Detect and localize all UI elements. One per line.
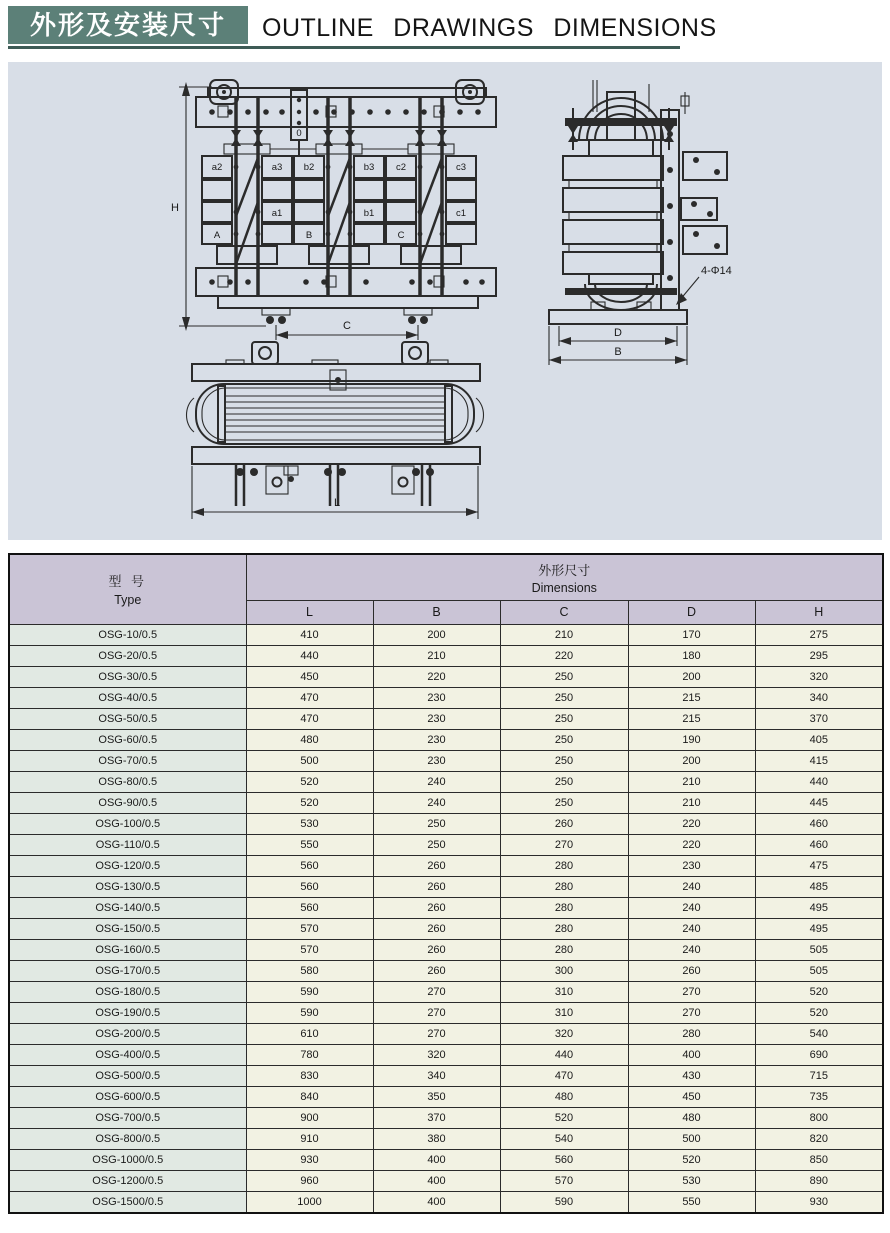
model-cell: OSG-1200/0.5 <box>9 1170 246 1191</box>
table-row <box>9 1086 883 1107</box>
dim-cell-c: 250 <box>500 771 628 792</box>
top-lugs <box>252 342 428 364</box>
table-row <box>9 687 883 708</box>
model-cell: OSG-700/0.5 <box>9 1107 246 1128</box>
model-cell: OSG-170/0.5 <box>9 960 246 981</box>
dim-cell-b: 230 <box>373 750 500 771</box>
dim-cell-d: 200 <box>628 750 755 771</box>
dim-cell-h: 520 <box>755 1002 883 1023</box>
hole-note-label: 4-Φ14 <box>701 265 732 277</box>
table-row <box>9 981 883 1002</box>
dimensions-header-en: Dimensions <box>531 580 597 595</box>
coil-labels <box>212 162 466 241</box>
column-header-b: B <box>373 600 500 624</box>
top-clamp <box>196 97 496 127</box>
phase-label-b: B <box>305 230 313 241</box>
top-rails <box>192 360 480 464</box>
dim-label-h: H <box>171 202 179 214</box>
dim-cell-d: 260 <box>628 960 755 981</box>
dim-cell-b: 340 <box>373 1065 500 1086</box>
dim-cell-h: 690 <box>755 1044 883 1065</box>
model-cell: OSG-60/0.5 <box>9 729 246 750</box>
tap-label-c3: c3 <box>455 162 467 173</box>
dim-cell-h: 890 <box>755 1170 883 1191</box>
dim-cell-d: 240 <box>628 918 755 939</box>
dim-cell-d: 210 <box>628 792 755 813</box>
dim-cell-h: 295 <box>755 645 883 666</box>
dim-cell-h: 485 <box>755 876 883 897</box>
dim-cell-l: 580 <box>246 960 373 981</box>
table-row <box>9 897 883 918</box>
table-row <box>9 1002 883 1023</box>
model-cell: OSG-70/0.5 <box>9 750 246 771</box>
dim-cell-h: 415 <box>755 750 883 771</box>
table-row <box>9 939 883 960</box>
dim-cell-d: 190 <box>628 729 755 750</box>
dim-cell-b: 250 <box>373 834 500 855</box>
page-header <box>8 6 882 50</box>
model-cell: OSG-30/0.5 <box>9 666 246 687</box>
column-header-h: H <box>755 600 883 624</box>
dim-cell-h: 275 <box>755 624 883 645</box>
model-cell: OSG-500/0.5 <box>9 1065 246 1086</box>
dim-cell-b: 370 <box>373 1107 500 1128</box>
dim-cell-c: 590 <box>500 1191 628 1213</box>
dimensions-table <box>8 553 884 1214</box>
dim-cell-l: 520 <box>246 792 373 813</box>
dim-cell-b: 260 <box>373 855 500 876</box>
dim-h <box>171 82 266 331</box>
model-cell: OSG-140/0.5 <box>9 897 246 918</box>
dim-cell-d: 450 <box>628 1086 755 1107</box>
dim-cell-h: 370 <box>755 708 883 729</box>
dim-cell-c: 520 <box>500 1107 628 1128</box>
dim-cell-b: 230 <box>373 708 500 729</box>
title-underline <box>8 46 680 49</box>
table-head <box>9 554 883 624</box>
dim-cell-c: 250 <box>500 708 628 729</box>
dim-cell-c: 440 <box>500 1044 628 1065</box>
dim-cell-b: 240 <box>373 792 500 813</box>
side-base <box>549 310 687 324</box>
table-row <box>9 813 883 834</box>
top-view-drawing <box>180 338 500 523</box>
dim-cell-l: 480 <box>246 729 373 750</box>
dim-cell-b: 270 <box>373 1023 500 1044</box>
table-row <box>9 729 883 750</box>
dim-cell-c: 310 <box>500 1002 628 1023</box>
dim-label-l: L <box>333 497 341 509</box>
dim-cell-h: 820 <box>755 1128 883 1149</box>
dim-cell-h: 440 <box>755 771 883 792</box>
dim-cell-c: 280 <box>500 918 628 939</box>
dim-cell-b: 270 <box>373 981 500 1002</box>
dim-cell-h: 505 <box>755 960 883 981</box>
drawings-panel <box>8 62 882 540</box>
dim-cell-h: 520 <box>755 981 883 1002</box>
dim-cell-b: 260 <box>373 876 500 897</box>
dim-cell-h: 850 <box>755 1149 883 1170</box>
dim-cell-h: 495 <box>755 918 883 939</box>
dim-cell-l: 960 <box>246 1170 373 1191</box>
model-cell: OSG-160/0.5 <box>9 939 246 960</box>
table-row <box>9 876 883 897</box>
dim-cell-b: 400 <box>373 1149 500 1170</box>
dim-cell-d: 480 <box>628 1107 755 1128</box>
dim-cell-b: 240 <box>373 771 500 792</box>
type-header-cn: 型 号 <box>108 574 148 590</box>
tap-label-b3: b3 <box>363 162 375 173</box>
dim-cell-h: 320 <box>755 666 883 687</box>
dim-cell-c: 250 <box>500 666 628 687</box>
tap-label-a3: a3 <box>271 162 283 173</box>
dim-cell-c: 280 <box>500 897 628 918</box>
dim-cell-d: 240 <box>628 897 755 918</box>
tap-label-b1: b1 <box>363 208 375 219</box>
dim-cell-b: 260 <box>373 918 500 939</box>
dim-cell-d: 530 <box>628 1170 755 1191</box>
type-column-header <box>9 554 246 624</box>
dim-cell-d: 230 <box>628 855 755 876</box>
dim-cell-l: 550 <box>246 834 373 855</box>
dim-cell-d: 430 <box>628 1065 755 1086</box>
model-cell: OSG-180/0.5 <box>9 981 246 1002</box>
dim-cell-c: 270 <box>500 834 628 855</box>
dim-cell-c: 210 <box>500 624 628 645</box>
model-cell: OSG-50/0.5 <box>9 708 246 729</box>
dim-cell-c: 540 <box>500 1128 628 1149</box>
dim-cell-d: 270 <box>628 1002 755 1023</box>
dim-cell-b: 230 <box>373 729 500 750</box>
dim-cell-b: 380 <box>373 1128 500 1149</box>
column-header-d: D <box>628 600 755 624</box>
dim-cell-b: 270 <box>373 1002 500 1023</box>
tap-label-a2: a2 <box>211 162 223 173</box>
model-cell: OSG-10/0.5 <box>9 624 246 645</box>
lifting-lugs <box>208 80 486 104</box>
model-cell: OSG-1500/0.5 <box>9 1191 246 1213</box>
dim-cell-h: 340 <box>755 687 883 708</box>
table-row <box>9 771 883 792</box>
table-row <box>9 666 883 687</box>
dim-cell-h: 460 <box>755 813 883 834</box>
dim-cell-l: 590 <box>246 1002 373 1023</box>
dim-cell-c: 220 <box>500 645 628 666</box>
dim-cell-l: 590 <box>246 981 373 1002</box>
model-cell: OSG-800/0.5 <box>9 1128 246 1149</box>
dim-cell-d: 220 <box>628 813 755 834</box>
model-cell: OSG-40/0.5 <box>9 687 246 708</box>
front-view-drawing <box>166 76 511 351</box>
dim-cell-h: 460 <box>755 834 883 855</box>
column-header-c: C <box>500 600 628 624</box>
dim-cell-d: 500 <box>628 1128 755 1149</box>
dim-cell-c: 470 <box>500 1065 628 1086</box>
dim-cell-c: 280 <box>500 876 628 897</box>
dim-cell-l: 470 <box>246 687 373 708</box>
dim-cell-d: 240 <box>628 876 755 897</box>
dim-cell-d: 550 <box>628 1191 755 1213</box>
table-row <box>9 855 883 876</box>
dim-cell-d: 215 <box>628 687 755 708</box>
dim-cell-c: 250 <box>500 729 628 750</box>
table-row <box>9 1128 883 1149</box>
dim-cell-h: 505 <box>755 939 883 960</box>
dim-cell-c: 280 <box>500 939 628 960</box>
dim-cell-h: 735 <box>755 1086 883 1107</box>
neutral-label: 0 <box>296 128 302 139</box>
neutral-terminal <box>291 90 307 156</box>
type-header-en: Type <box>114 593 142 608</box>
dim-cell-c: 300 <box>500 960 628 981</box>
table-row <box>9 1191 883 1213</box>
dim-cell-d: 280 <box>628 1023 755 1044</box>
table-row <box>9 750 883 771</box>
dim-cell-h: 930 <box>755 1191 883 1213</box>
table-row <box>9 834 883 855</box>
dim-cell-b: 260 <box>373 897 500 918</box>
dim-cell-l: 910 <box>246 1128 373 1149</box>
dim-cell-l: 610 <box>246 1023 373 1044</box>
dim-cell-b: 260 <box>373 939 500 960</box>
dim-cell-l: 570 <box>246 918 373 939</box>
dim-cell-h: 405 <box>755 729 883 750</box>
dim-cell-d: 215 <box>628 708 755 729</box>
tap-label-b2: b2 <box>303 162 315 173</box>
table-row <box>9 624 883 645</box>
dim-cell-l: 930 <box>246 1149 373 1170</box>
dim-cell-d: 200 <box>628 666 755 687</box>
dim-cell-c: 480 <box>500 1086 628 1107</box>
table-row <box>9 1044 883 1065</box>
dim-cell-b: 230 <box>373 687 500 708</box>
model-cell: OSG-80/0.5 <box>9 771 246 792</box>
hole-note <box>676 265 732 305</box>
dim-cell-h: 445 <box>755 792 883 813</box>
dim-label-c: C <box>343 320 351 332</box>
dim-label-d: D <box>614 327 622 339</box>
table-row <box>9 708 883 729</box>
bottom-clamp <box>196 268 496 324</box>
table-row <box>9 1023 883 1044</box>
dim-cell-l: 440 <box>246 645 373 666</box>
tap-label-c2: c2 <box>395 162 407 173</box>
table-row <box>9 645 883 666</box>
phase-label-a: A <box>213 230 221 241</box>
dim-cell-c: 560 <box>500 1149 628 1170</box>
dim-cell-l: 570 <box>246 939 373 960</box>
dim-cell-d: 240 <box>628 939 755 960</box>
model-cell: OSG-110/0.5 <box>9 834 246 855</box>
dim-cell-h: 540 <box>755 1023 883 1044</box>
dim-cell-d: 220 <box>628 834 755 855</box>
dim-cell-b: 400 <box>373 1191 500 1213</box>
table-row <box>9 1065 883 1086</box>
side-view-drawing <box>533 78 763 368</box>
model-cell: OSG-600/0.5 <box>9 1086 246 1107</box>
dim-cell-l: 830 <box>246 1065 373 1086</box>
table-row <box>9 792 883 813</box>
coil-stacks <box>202 156 476 264</box>
dim-cell-c: 250 <box>500 687 628 708</box>
dim-cell-b: 200 <box>373 624 500 645</box>
tap-label-a1: a1 <box>271 208 283 219</box>
dim-cell-l: 780 <box>246 1044 373 1065</box>
dim-cell-d: 180 <box>628 645 755 666</box>
dim-cell-h: 715 <box>755 1065 883 1086</box>
model-cell: OSG-190/0.5 <box>9 1002 246 1023</box>
model-cell: OSG-150/0.5 <box>9 918 246 939</box>
dim-label-b: B <box>614 346 622 358</box>
model-cell: OSG-90/0.5 <box>9 792 246 813</box>
dim-cell-c: 310 <box>500 981 628 1002</box>
dim-cell-b: 350 <box>373 1086 500 1107</box>
model-cell: OSG-1000/0.5 <box>9 1149 246 1170</box>
dim-cell-b: 260 <box>373 960 500 981</box>
dimensions-header-cn: 外形尺寸 <box>538 562 591 578</box>
dimensions-group-header <box>246 554 883 600</box>
page-title-en: OUTLINE DRAWINGS DIMENSIONS <box>262 14 717 42</box>
tap-label-c1: c1 <box>455 208 467 219</box>
dim-cell-b: 250 <box>373 813 500 834</box>
dim-cell-c: 320 <box>500 1023 628 1044</box>
dim-cell-c: 250 <box>500 792 628 813</box>
dim-cell-l: 560 <box>246 876 373 897</box>
dim-cell-l: 410 <box>246 624 373 645</box>
model-cell: OSG-100/0.5 <box>9 813 246 834</box>
page-title-cn: 外形及安装尺寸 <box>8 6 248 44</box>
dim-cell-h: 800 <box>755 1107 883 1128</box>
dim-cell-l: 560 <box>246 897 373 918</box>
table-row <box>9 1107 883 1128</box>
dim-cell-c: 570 <box>500 1170 628 1191</box>
table-body <box>9 624 883 1213</box>
dim-cell-l: 520 <box>246 771 373 792</box>
model-cell: OSG-120/0.5 <box>9 855 246 876</box>
table-row <box>9 918 883 939</box>
column-header-l: L <box>246 600 373 624</box>
dim-cell-l: 450 <box>246 666 373 687</box>
model-cell: OSG-20/0.5 <box>9 645 246 666</box>
side-core-stack <box>563 140 677 310</box>
dim-cell-l: 840 <box>246 1086 373 1107</box>
table-row <box>9 1170 883 1191</box>
dim-cell-b: 220 <box>373 666 500 687</box>
dim-cell-d: 520 <box>628 1149 755 1170</box>
table-row <box>9 1149 883 1170</box>
dim-cell-b: 210 <box>373 645 500 666</box>
dim-cell-d: 400 <box>628 1044 755 1065</box>
model-cell: OSG-130/0.5 <box>9 876 246 897</box>
dim-cell-d: 270 <box>628 981 755 1002</box>
dim-cell-l: 1000 <box>246 1191 373 1213</box>
dim-cell-h: 475 <box>755 855 883 876</box>
model-cell: OSG-200/0.5 <box>9 1023 246 1044</box>
dim-cell-d: 210 <box>628 771 755 792</box>
dim-cell-l: 530 <box>246 813 373 834</box>
model-cell: OSG-400/0.5 <box>9 1044 246 1065</box>
dim-cell-c: 280 <box>500 855 628 876</box>
dim-cell-b: 320 <box>373 1044 500 1065</box>
dim-cell-c: 260 <box>500 813 628 834</box>
dim-cell-c: 250 <box>500 750 628 771</box>
dim-cell-d: 170 <box>628 624 755 645</box>
dim-c <box>276 320 418 340</box>
top-coil-body <box>187 384 484 444</box>
dim-cell-l: 900 <box>246 1107 373 1128</box>
dim-cell-l: 500 <box>246 750 373 771</box>
dim-d <box>559 326 677 346</box>
dim-cell-l: 470 <box>246 708 373 729</box>
dim-cell-b: 400 <box>373 1170 500 1191</box>
dim-cell-h: 495 <box>755 897 883 918</box>
table-row <box>9 960 883 981</box>
phase-label-c: C <box>397 230 405 241</box>
dim-cell-l: 560 <box>246 855 373 876</box>
